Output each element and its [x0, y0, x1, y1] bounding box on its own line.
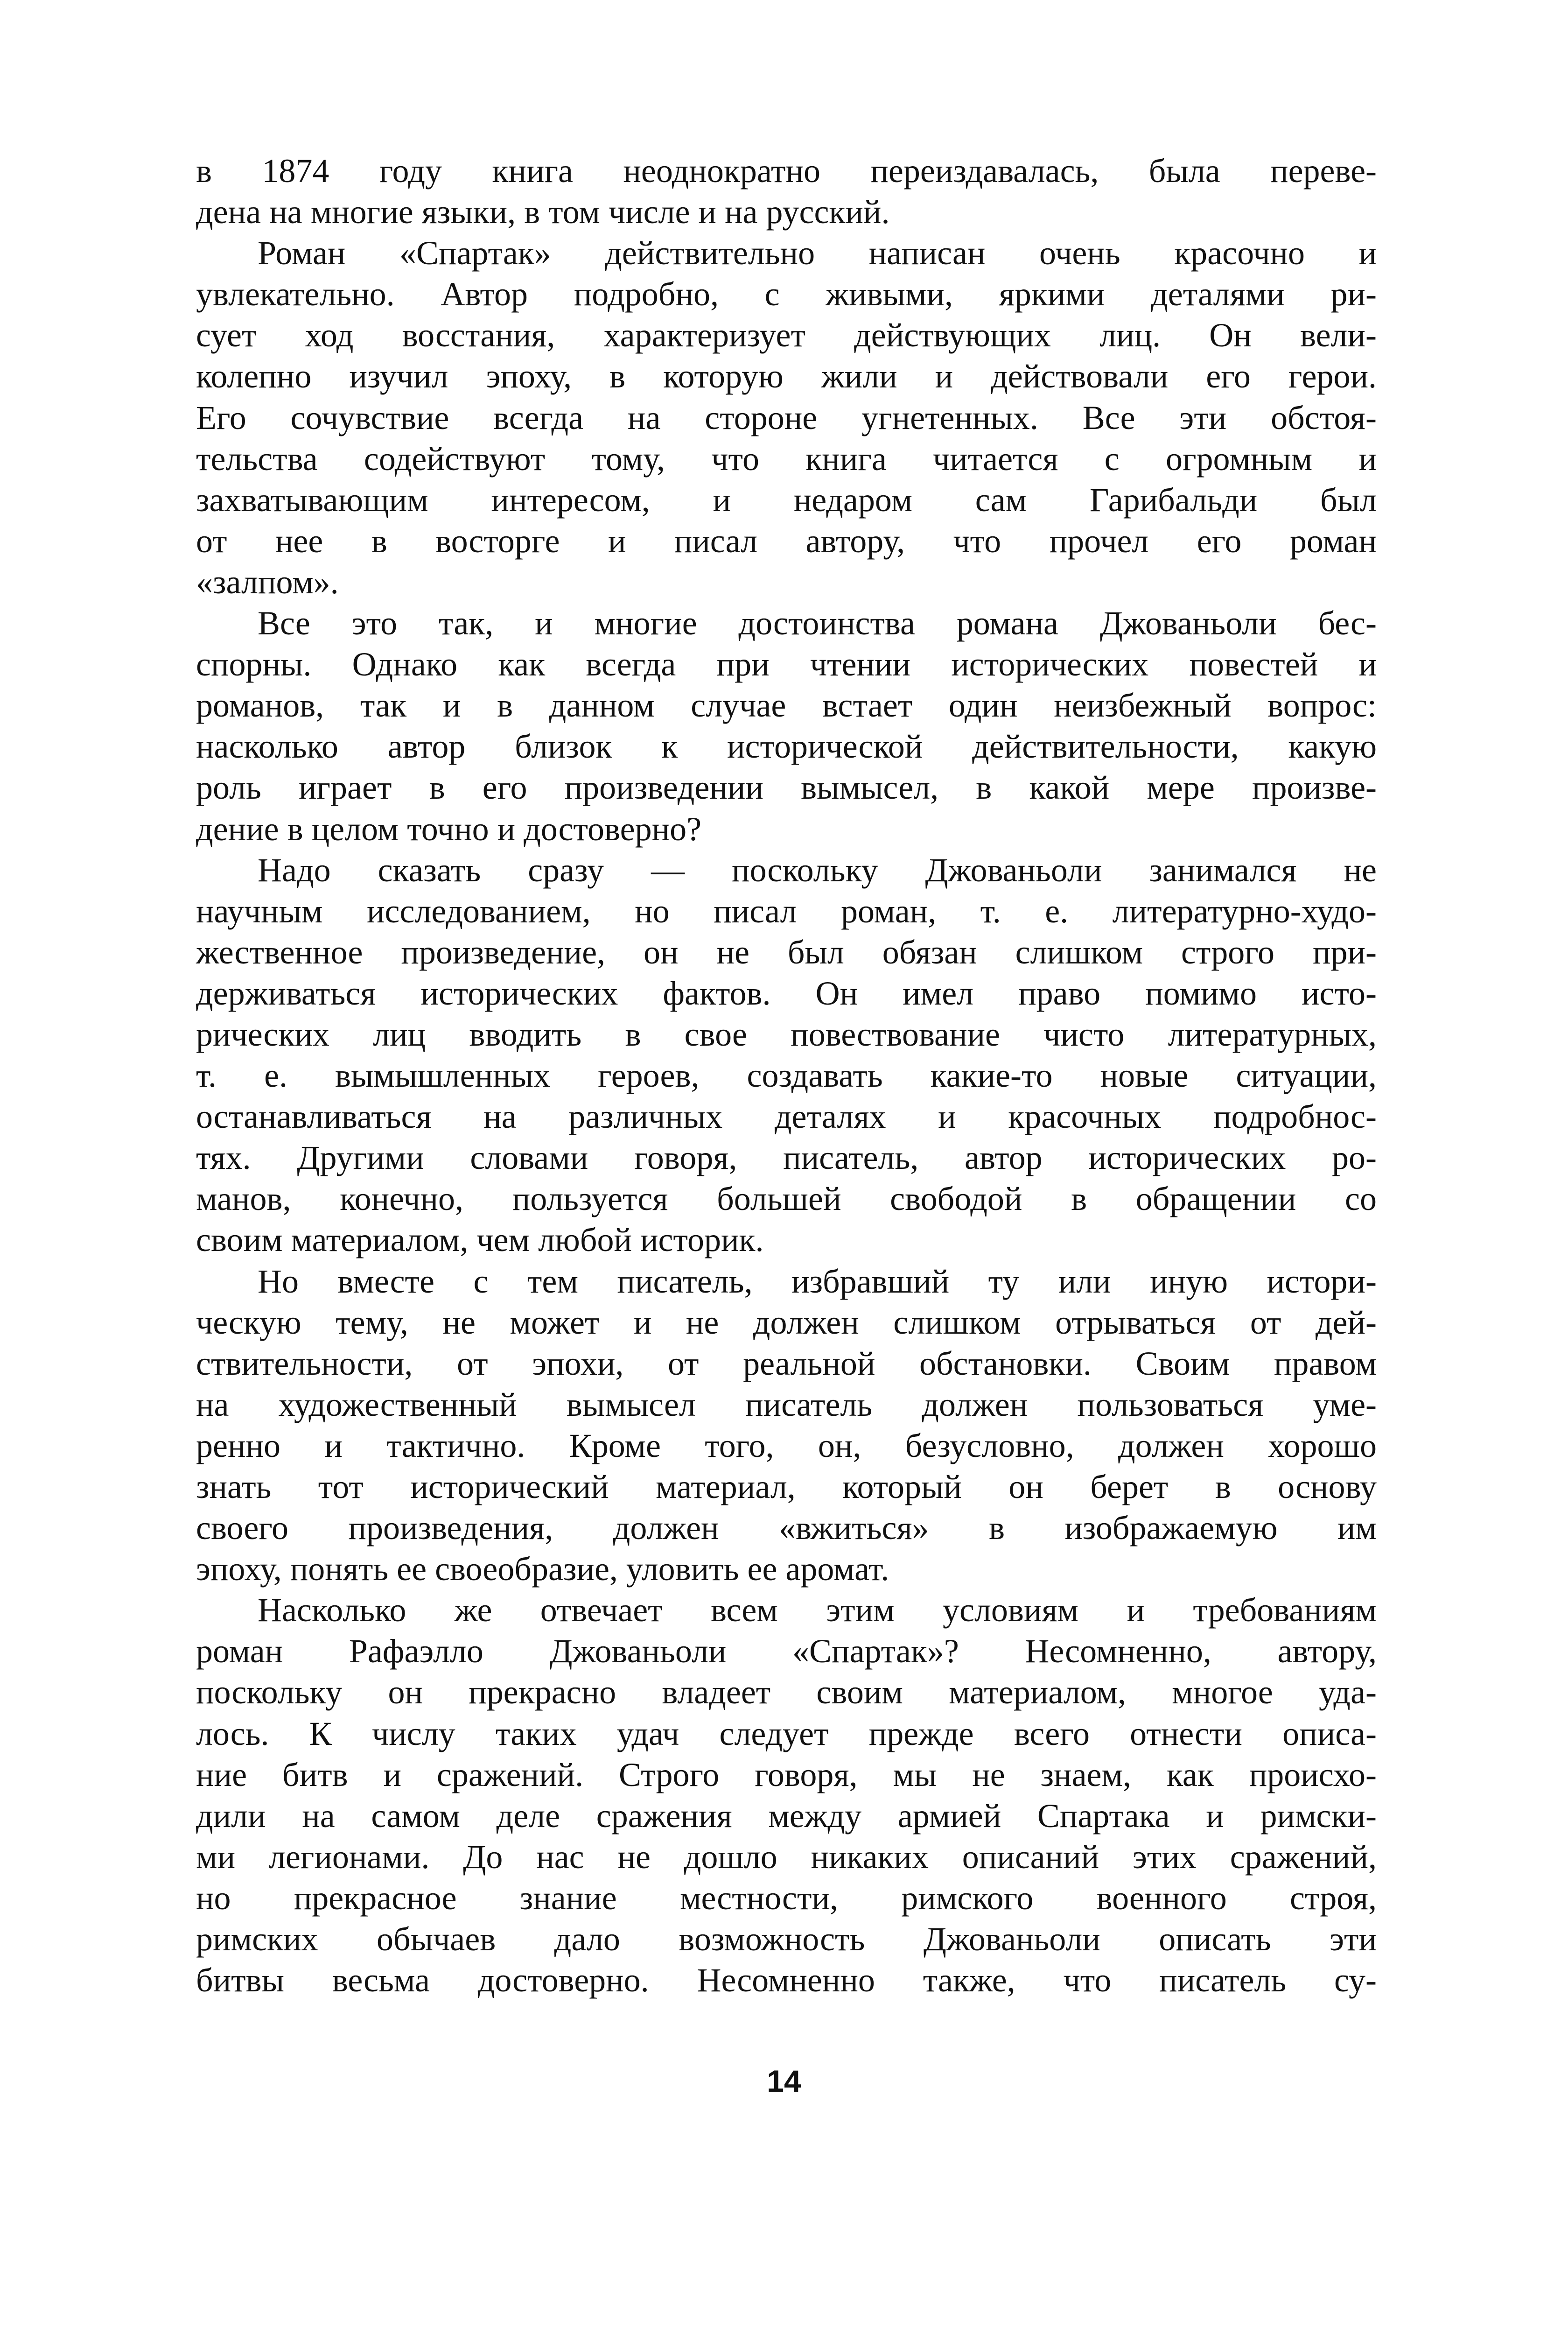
text-line: роль играет в его произведении вымысел, в какой мере произве-	[196, 769, 1377, 807]
text-line: ние битв и сражений. Строго говоря, мы не знаем, как происхо-	[196, 1756, 1377, 1793]
text-line: рических лиц вводить в свое повествование чисто литературных,	[196, 1015, 1377, 1053]
text-line: дили на самом деле сражения между армией Спартака и римски-	[196, 1797, 1377, 1835]
text-line: ренно и тактично. Кроме того, он, безусловно, должен хорошо	[196, 1427, 1377, 1464]
text-line: Его сочувствие всегда на стороне угнетенных. Все эти обстоя-	[196, 399, 1377, 436]
text-line: ствительности, от эпохи, от реальной обстановки. Своим правом	[196, 1344, 1377, 1382]
text-line: захватывающим интересом, и недаром сам Гарибальди был	[196, 481, 1377, 519]
text-line: насколько автор близок к исторической действительности, какую	[196, 728, 1377, 766]
text-line: романов, так и в данном случае встает один неизбежный вопрос:	[196, 687, 1377, 724]
page-number: 14	[767, 2064, 801, 2098]
text-line: римских обычаев дало возможность Джованьоли описать эти	[196, 1920, 1377, 1958]
text-line: держиваться исторических фактов. Он имел право помимо исто-	[196, 974, 1377, 1012]
text-line: эпоху, понять ее своеобразие, уловить ее аромат.	[196, 1550, 889, 1588]
text-line: «залпом».	[196, 563, 339, 601]
text-line: Насколько же отвечает всем этим условиям и требованиям	[258, 1591, 1377, 1629]
text-line: спорны. Однако как всегда при чтении исторических повестей и	[196, 646, 1377, 683]
text-line: останавливаться на различных деталях и красочных подробнос-	[196, 1098, 1377, 1136]
text-line: своим материалом, чем любой историк.	[196, 1221, 764, 1259]
text-line: Все это так, и многие достоинства романа Джованьоли бес-	[258, 605, 1377, 642]
text-line: жественное произведение, он не был обязан слишком строго при-	[196, 933, 1377, 971]
text-line: дение в целом точно и достоверно?	[196, 810, 702, 848]
text-line: в 1874 году книга неоднократно переиздавалась, была переве-	[196, 152, 1377, 190]
text-line: сует ход восстания, характеризует действующих лиц. Он вели-	[196, 316, 1377, 354]
text-line: дена на многие языки, в том числе и на русский.	[196, 193, 890, 231]
text-line: ческую тему, не может и не должен слишком отрываться от дей-	[196, 1303, 1377, 1341]
text-line: тельства содействуют тому, что книга читается с огромным и	[196, 440, 1377, 478]
text-line: т. е. вымышленных героев, создавать какие-то новые ситуации,	[196, 1057, 1377, 1095]
text-line: лось. К числу таких удач следует прежде всего отнести описа-	[196, 1715, 1377, 1752]
text-line: колепно изучил эпоху, в которую жили и действовали его герои.	[196, 358, 1377, 395]
text-line: Роман «Спартак» действительно написан очень красочно и	[258, 234, 1377, 272]
text-line: манов, конечно, пользуется большей свободой в обращении со	[196, 1180, 1377, 1218]
text-line: роман Рафаэлло Джованьоли «Спартак»? Несомненно, автору,	[196, 1632, 1377, 1670]
text-line: на художественный вымысел писатель должен пользоваться уме-	[196, 1385, 1377, 1423]
text-line: тях. Другими словами говоря, писатель, автор исторических ро-	[196, 1139, 1377, 1177]
body-text	[196, 150, 1377, 2001]
text-line: Надо сказать сразу — поскольку Джованьоли занимался не	[258, 851, 1377, 889]
text-line: знать тот исторический материал, который он берет в основу	[196, 1468, 1377, 1505]
text-line: ми легионами. До нас не дошло никаких описаний этих сражений,	[196, 1838, 1377, 1876]
text-line: поскольку он прекрасно владеет своим материалом, многое уда-	[196, 1673, 1377, 1711]
text-line: научным исследованием, но писал роман, т. е. литературно-худо-	[196, 892, 1377, 930]
text-line: увлекательно. Автор подробно, с живыми, яркими деталями ри-	[196, 275, 1377, 313]
text-line: своего произведения, должен «вжиться» в изображаемую им	[196, 1509, 1377, 1547]
text-line: Но вместе с тем писатель, избравший ту или иную истори-	[258, 1262, 1377, 1300]
text-line: но прекрасное знание местности, римского военного строя,	[196, 1879, 1377, 1917]
text-line: от нее в восторге и писал автору, что прочел его роман	[196, 522, 1377, 560]
text-line: битвы весьма достоверно. Несомненно также, что писатель су-	[196, 1961, 1377, 1999]
